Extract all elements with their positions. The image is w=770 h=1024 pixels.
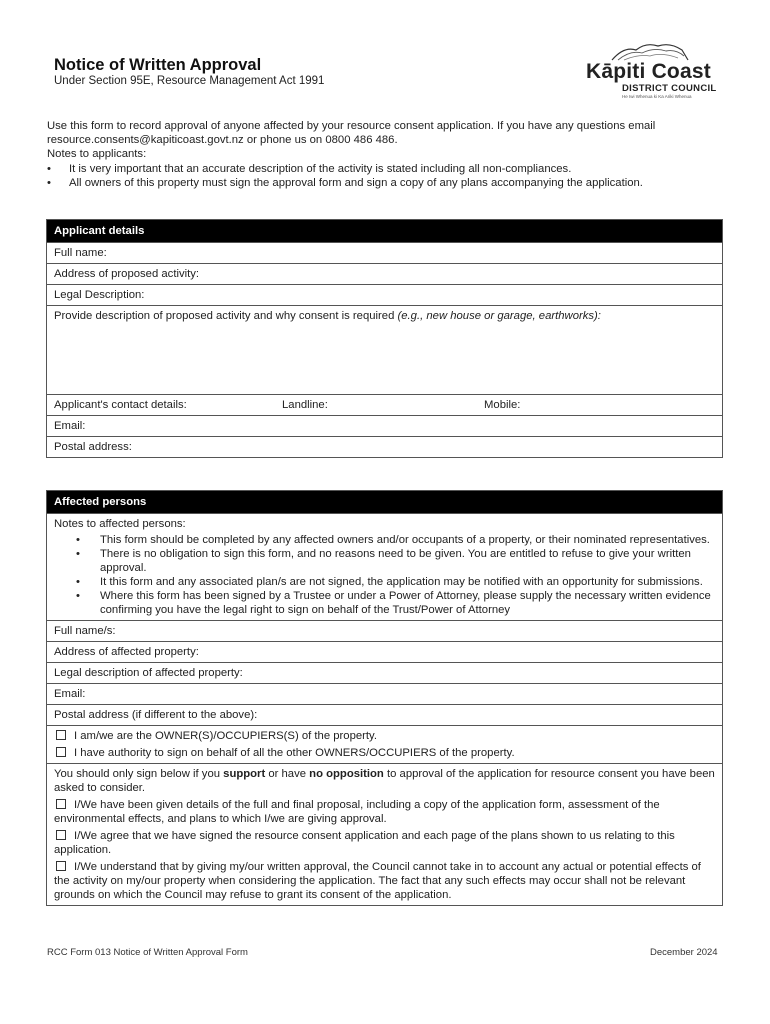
agree-3-checkbox[interactable] bbox=[56, 861, 66, 871]
logo-motto: He Iwi Whenua ki Ka Ariki Whenua bbox=[622, 94, 692, 99]
affected-address-field[interactable]: Address of affected property: bbox=[47, 642, 723, 663]
affected-notes-list bbox=[54, 533, 715, 617]
council-logo bbox=[580, 40, 720, 102]
applicant-notes-list bbox=[47, 162, 727, 190]
owner-checkbox[interactable] bbox=[56, 730, 66, 740]
owner-checkbox-label: I am/we are the OWNER(S)/OCCUPIERS(S) of the property. bbox=[74, 730, 378, 742]
contact-label: Applicant's contact details: bbox=[54, 399, 187, 411]
affected-legal-field[interactable]: Legal description of affected property: bbox=[47, 663, 723, 684]
list-item: • All owners of this property must sign the approval form and sign a copy of any plans accompanying the application. bbox=[47, 176, 727, 190]
list-item: • Where this form has been signed by a Trustee or under a Power of Attorney, please supply the necessary written evidence confirming you have the legal right to sign on behalf of the Trust/Power of Attorney bbox=[54, 589, 715, 617]
page-title: Notice of Written Approval bbox=[54, 56, 262, 74]
intro-section bbox=[47, 119, 727, 190]
logo-name: Kāpiti Coast bbox=[586, 60, 711, 83]
section-heading: Applicant details bbox=[47, 220, 723, 243]
page-subtitle: Under Section 95E, Resource Management Act 1991 bbox=[54, 75, 325, 87]
intro-text: Use this form to record approval of anyone affected by your resource consent application. If you have any questions email resource.consents@kapiticoast.govt.nz or phone us on 0800 486 486. bbox=[47, 120, 656, 147]
full-names-field[interactable]: Full name/s: bbox=[47, 621, 723, 642]
footer-date: December 2024 bbox=[650, 947, 718, 958]
agree-statement-3[interactable]: I/We understand that by giving my/our written approval, the Council cannot take in to account any actual or potential effects of the activity on my/our property when considering the application. The fact that any such effects may occur shall not be relevant grounds on which the Council may refuse to grant its consent of the application. bbox=[54, 861, 701, 901]
notes-heading: Notes to affected persons: bbox=[54, 518, 186, 530]
address-field[interactable]: Address of proposed activity: bbox=[47, 264, 723, 285]
affected-persons-table bbox=[46, 490, 723, 906]
affected-notes-cell bbox=[47, 514, 723, 621]
footer-form-name: RCC Form 013 Notice of Written Approval Form bbox=[47, 947, 248, 958]
mountain-logo-icon bbox=[610, 40, 690, 62]
agree-statement-2[interactable]: I/We agree that we have signed the resource consent application and each page of the plans shown to us relating to this application. bbox=[54, 830, 675, 856]
activity-description-field[interactable] bbox=[47, 306, 723, 395]
applicant-details-table bbox=[46, 219, 723, 458]
owner-checkbox-row[interactable] bbox=[54, 729, 715, 743]
contact-details-row bbox=[47, 395, 723, 416]
list-item: • This form should be completed by any affected owners and/or occupants of a property, or their nominated representatives. bbox=[54, 533, 715, 547]
logo-council: DISTRICT COUNCIL bbox=[622, 83, 717, 94]
sign-instructions: You should only sign below if you support or have no opposition to approval of the application for resource consent you have been asked to consider. bbox=[54, 768, 715, 794]
authority-checkbox-row[interactable] bbox=[54, 746, 715, 760]
authority-checkbox[interactable] bbox=[56, 747, 66, 757]
landline-field[interactable]: Landline: bbox=[282, 399, 328, 411]
list-item: • It is very important that an accurate description of the activity is stated including all non-compliances. bbox=[47, 162, 727, 176]
affected-postal-field[interactable]: Postal address (if different to the above): bbox=[47, 705, 723, 726]
full-name-field[interactable]: Full name: bbox=[47, 243, 723, 264]
section-heading: Affected persons bbox=[47, 491, 723, 514]
email-field[interactable]: Email: bbox=[47, 416, 723, 437]
mobile-field[interactable]: Mobile: bbox=[484, 399, 521, 411]
approval-statements-cell bbox=[47, 764, 723, 906]
legal-description-field[interactable]: Legal Description: bbox=[47, 285, 723, 306]
no-opposition-emphasis: no opposition bbox=[309, 768, 384, 780]
list-item: • It this form and any associated plan/s are not signed, the application may be notified with an opportunity for submissions. bbox=[54, 575, 715, 589]
description-example: (e.g., new house or garage, earthworks): bbox=[397, 310, 601, 322]
ownership-checks-cell bbox=[47, 726, 723, 764]
list-item: • There is no obligation to sign this form, and no reasons need to be given. You are entitled to refuse to give your written approval. bbox=[54, 547, 715, 575]
affected-email-field[interactable]: Email: bbox=[47, 684, 723, 705]
agree-1-checkbox[interactable] bbox=[56, 799, 66, 809]
description-label: Provide description of proposed activity and why consent is required bbox=[54, 310, 398, 322]
postal-address-field[interactable]: Postal address: bbox=[47, 437, 723, 458]
agree-statement-1[interactable]: I/We have been given details of the full and final proposal, including a copy of the application form, assessment of the environmental effects, and plans to which I/we are giving approval. bbox=[54, 799, 660, 825]
agree-2-checkbox[interactable] bbox=[56, 830, 66, 840]
authority-checkbox-label: I have authority to sign on behalf of all the other OWNERS/OCCUPIERS of the property. bbox=[74, 747, 515, 759]
support-emphasis: support bbox=[223, 768, 266, 780]
notes-heading: Notes to applicants: bbox=[47, 148, 147, 161]
